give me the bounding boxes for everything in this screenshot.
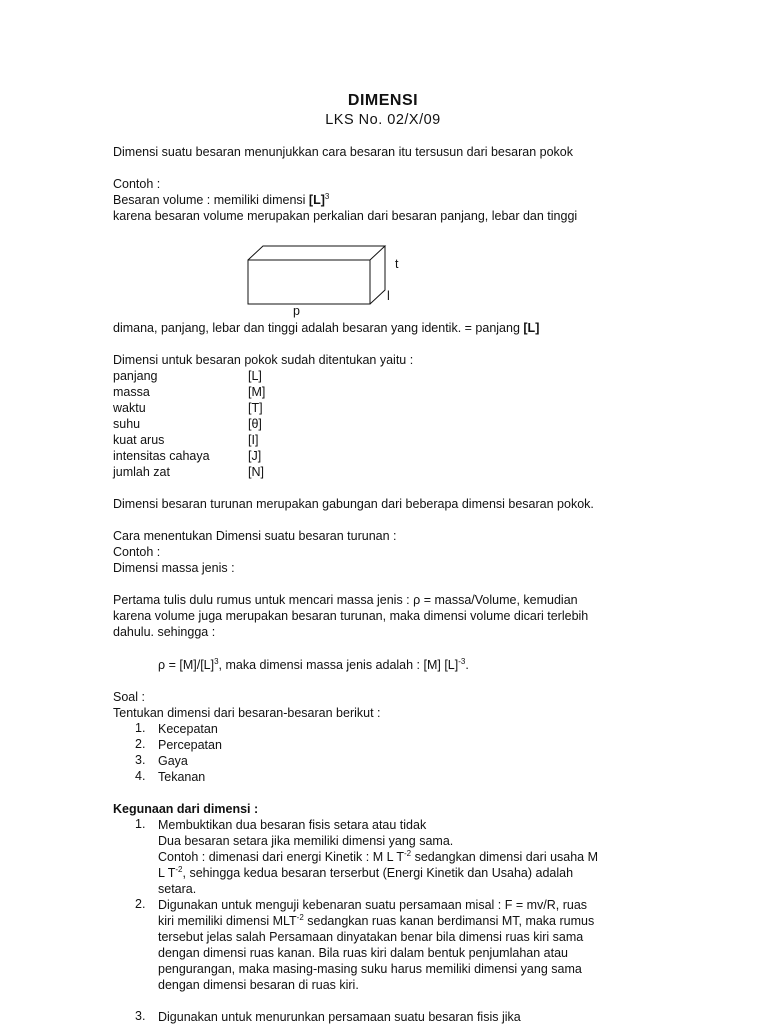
quantity-dimension: [J] xyxy=(248,449,262,463)
quantity-name: jumlah zat xyxy=(113,465,170,479)
item-number: 3. xyxy=(135,1009,146,1023)
quantity-dimension: [θ] xyxy=(248,417,262,431)
soal-label: Soal : xyxy=(113,690,145,704)
derived-text: Dimensi besaran turunan merupakan gabungan dari beberapa dimensi besaran pokok. xyxy=(113,497,594,511)
method-line-2: Contoh : xyxy=(113,545,161,559)
quantity-dimension: [T] xyxy=(248,401,263,415)
label-t: t xyxy=(395,257,399,271)
item-number: 2. xyxy=(135,737,146,751)
item-number: 3. xyxy=(135,753,146,767)
quantity-name: kuat arus xyxy=(113,433,165,447)
method-line-1: Cara menentukan Dimensi suatu besaran turunan : xyxy=(113,529,397,543)
item-number: 4. xyxy=(135,769,146,783)
label-l: l xyxy=(387,289,390,303)
cuboid-side-face xyxy=(370,246,385,304)
base-dimensions-heading: Dimensi untuk besaran pokok sudah ditentukan yaitu : xyxy=(113,353,414,367)
quantity-name: intensitas cahaya xyxy=(113,449,210,463)
soal-instruction: Tentukan dimensi dari besaran-besaran berikut : xyxy=(113,706,381,720)
explanation-line-3: dahulu. sehingga : xyxy=(113,625,216,639)
item-text: Percepatan xyxy=(158,738,222,752)
cuboid-front-face xyxy=(248,260,370,304)
quantity-dimension: [L] xyxy=(248,369,262,383)
kegunaan-heading: Kegunaan dari dimensi : xyxy=(113,802,259,816)
density-formula: $\rho = [M]/[L]^3$, maka dimensi massa jenis adalah : [M] $[L]^{-3}$. xyxy=(158,656,469,672)
item-text: Kecepatan xyxy=(158,722,218,736)
dimension-L: [L] xyxy=(308,193,325,207)
document-title: DIMENSI xyxy=(347,92,419,109)
cuboid-figure xyxy=(113,0,653,330)
quantity-name: massa xyxy=(113,385,150,399)
item-text: Membuktikan dua besaran fisis setara atau tidak Dua besaran setara jika memiliki dimensi yang sama. Contoh : dimenasi dari energi Kinetik : M L $T^{-2}$ sedangkan dimensi dari usaha M L $T^{-2}$, sehingga kedua besaran terserbut (Energi Kinetik dan Usaha) adalah setara. xyxy=(158,818,599,896)
identity-text: dimana, panjang, lebar dan tinggi adalah besaran yang identik. = panjang [L] xyxy=(113,321,540,335)
exponent: 3 xyxy=(324,191,330,201)
quantity-dimension: [N] xyxy=(248,465,264,479)
explanation-line-1: Pertama tulis dulu rumus untuk mencari massa jenis : ρ = massa/Volume, kemudian xyxy=(113,593,578,607)
example-label: Contoh : xyxy=(113,177,161,191)
item-text: Tekanan xyxy=(158,770,206,784)
example-line-1: Besaran volume : memiliki dimensi $[L]^3$ xyxy=(113,191,330,207)
item-number: 2. xyxy=(135,897,146,911)
item-text: Gaya xyxy=(158,754,188,768)
quantity-name: panjang xyxy=(113,369,158,383)
method-line-3: Dimensi massa jenis : xyxy=(113,561,235,575)
quantity-dimension: [I] xyxy=(248,433,259,447)
item-number: 1. xyxy=(135,817,146,831)
quantity-name: suhu xyxy=(113,417,141,431)
quantity-name: waktu xyxy=(113,401,146,415)
intro-text: Dimensi suatu besaran menunjukkan cara besaran itu tersusun dari besaran pokok xyxy=(113,145,573,159)
item-text: Digunakan untuk menurunkan persamaan suatu besaran fisis jika xyxy=(158,1010,521,1024)
document-subtitle: LKS No. 02/X/09 xyxy=(325,112,441,128)
label-p: p xyxy=(293,304,300,318)
explanation-line-2: karena volume juga merupakan besaran turunan, maka dimensi volume dicari terlebih xyxy=(113,609,589,623)
quantity-dimension: [M] xyxy=(248,385,266,399)
example-line-2: karena besaran volume merupakan perkalian dari besaran panjang, lebar dan tinggi xyxy=(113,209,578,223)
item-text: Digunakan untuk menguji kebenaran suatu persamaan misal : F = mv/R, ruas kiri memiliki dimensi $MLT^{-2}$ sedangkan ruas kanan berdimansi MT, maka rumus tersebut jelas salah Persamaan dinyatakan benar bila dimensi ruas kiri sama dengan dimensi ruas kanan. Bila ruas kiri dalam bentuk penjumlahan atau pengurangan, maka masing-masing suku harus memiliki dimensi yang sama dengan dimensi besaran di ruas kiri. xyxy=(158,898,595,992)
cuboid-top-face xyxy=(248,246,385,260)
item-number: 1. xyxy=(135,721,146,735)
